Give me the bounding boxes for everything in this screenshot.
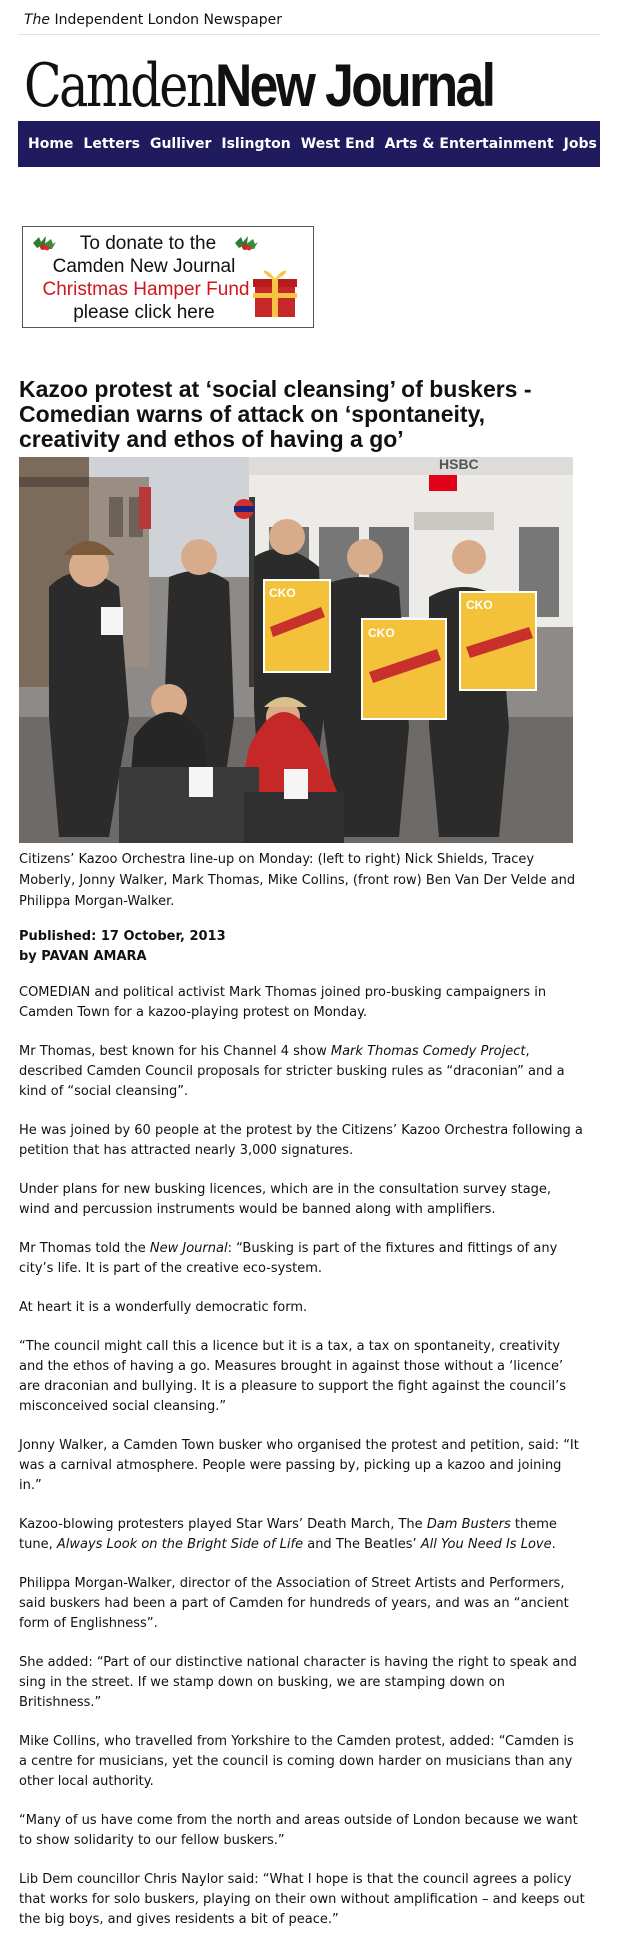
protest-sign [264, 580, 330, 672]
protest-sign [460, 592, 536, 690]
paragraph-text: Lib Dem councillor Chris Naylor said: “What I hope is that the council agrees a policy that works for solo buskers, playing on their own without amplification – and keeps out the big boys, and gives residents a bit of peace.” [19, 1872, 585, 1927]
paragraph-text: , described Camden Council proposals for stricter busking rules as “draconian” and a kind of “social cleansing”. [19, 1044, 565, 1099]
article-photo[interactable] [19, 457, 573, 843]
paragraph-text: She added: “Part of our distinctive national character is having the right to speak and sing in the street. If we stamp down on busking, we are stamping down on Britishness.” [19, 1655, 577, 1710]
donate-line-4: please click here [73, 302, 215, 323]
masthead-logo[interactable] [24, 40, 539, 121]
paragraph-text: “The council might call this a licence but it is a tax, a tax on spontaneity, creativity and the ethos of having a go. Measures brought in against those without a ‘licence’ are draconian and bullying. It is a pleasure to support the fight against the council’s misconceived social cleansing.” [19, 1339, 567, 1414]
nav-item-islington[interactable]: Islington [221, 136, 291, 152]
article-paragraph [19, 1180, 585, 1220]
article-paragraph [19, 1811, 585, 1851]
paragraph-text: He was joined by 60 people at the protest by the Citizens’ Kazoo Orchestra following a petition that has attracted nearly 3,000 signatures. [19, 1123, 583, 1158]
paragraph-text: Under plans for new busking licences, which are in the consultation survey stage, wind and percussion instruments would be banned along with amplifiers. [19, 1182, 552, 1217]
protest-sign [362, 619, 446, 719]
paragraph-text: Mike Collins, who travelled from Yorkshire to the Camden protest, added: “Camden is a centre for musicians, yet the council is coming down harder on musicians than any other local authority. [19, 1734, 574, 1789]
donate-line-3: Christmas Hamper Fund [42, 279, 250, 300]
paragraph-text: Kazoo-blowing protesters played Star Wars’ Death March, The [19, 1517, 427, 1532]
protest-photo [19, 457, 573, 843]
tagline-the: The [24, 12, 51, 28]
sign-label: CKO [368, 626, 395, 640]
article-paragraph [19, 1515, 585, 1555]
paragraph-text: : “Busking is part of the fixtures and fittings of any city’s life. It is part of the creative eco-system. [19, 1241, 558, 1276]
article-paragraph [19, 1121, 585, 1161]
nav-item-west-end[interactable]: West End [300, 136, 375, 152]
article-headline: Kazoo protest at ‘social cleansing’ of buskers - Comedian warns of attack on ‘spontaneity, creativity and ethos of having a go’ [19, 376, 532, 452]
nav-item-jobs[interactable]: Jobs [563, 136, 597, 152]
italic-title: Mark Thomas Comedy Project [330, 1044, 526, 1059]
nav-item-arts-entertainment[interactable]: Arts & Entertainment [384, 136, 554, 152]
paragraph-text: theme tune, [19, 1517, 557, 1552]
masthead-new-journal: New Journal [215, 52, 494, 119]
paragraph-text: Jonny Walker, a Camden Town busker who organised the protest and petition, said: “It was a carnival atmosphere. People were passing by, picking up a kazoo and joining in.” [19, 1438, 579, 1493]
author-name: by PAVAN AMARA [19, 949, 147, 964]
article-paragraph [19, 983, 585, 1023]
article-byline [19, 927, 226, 967]
article-paragraph [19, 1337, 585, 1417]
donate-line-2: Camden New Journal [52, 256, 236, 277]
masthead-camden: Camden [24, 51, 216, 121]
photo-caption: Citizens’ Kazoo Orchestra line-up on Monday: (left to right) Nick Shields, Tracey Moberly, Jonny Walker, Mark Thomas, Mike Collins, (front row) Ben Van Der Velde and Philippa Morgan-Walker. [19, 852, 576, 909]
article-paragraph [19, 1042, 585, 1102]
nav-item-com[interactable]: Com [606, 136, 641, 152]
nav-item-gulliver[interactable]: Gulliver [149, 136, 212, 152]
paragraph-text: “Many of us have come from the north and areas outside of London because we want to show solidarity to our fellow buskers.” [19, 1813, 578, 1848]
article-paragraph [19, 1870, 585, 1930]
article-paragraph [19, 1436, 585, 1496]
italic-title: New Journal [149, 1241, 228, 1256]
italic-title: All You Need Is Love [420, 1537, 552, 1552]
gift-box-icon [251, 263, 299, 319]
nav-item-home[interactable]: Home [28, 136, 74, 152]
donate-line-1: To donate to the [79, 233, 217, 254]
published-date: Published: 17 October, 2013 [19, 929, 226, 944]
tagline-divider [18, 34, 600, 35]
sign-label: CKO [269, 586, 296, 600]
article-paragraph [19, 1239, 585, 1279]
article-paragraph [19, 1574, 585, 1634]
italic-title: Dam Busters [426, 1517, 511, 1532]
paragraph-text: COMEDIAN and political activist Mark Thomas joined pro-busking campaigners in Camden Town for a kazoo-playing protest on Monday. [19, 985, 547, 1020]
paragraph-text: and The Beatles’ [303, 1537, 421, 1552]
donate-banner[interactable] [22, 226, 314, 328]
nav-item-letters[interactable]: Letters [83, 136, 140, 152]
article-body [19, 983, 585, 1949]
tagline-text: Independent London Newspaper [50, 12, 283, 28]
tagline [24, 12, 282, 28]
article-paragraph [19, 1298, 585, 1318]
article-paragraph [19, 1653, 585, 1713]
article-paragraph [19, 1732, 585, 1792]
paragraph-text: At heart it is a wonderfully democratic form. [19, 1300, 308, 1315]
italic-title: Always Look on the Bright Side of Life [56, 1537, 304, 1552]
paragraph-text: Mr Thomas told the [19, 1241, 150, 1256]
paragraph-text: Mr Thomas, best known for his Channel 4 show [19, 1044, 331, 1059]
main-navigation [18, 121, 641, 167]
sign-label: CKO [466, 598, 493, 612]
paragraph-text: Philippa Morgan-Walker, director of the Association of Street Artists and Performers, said buskers had been a part of Camden for hundreds of years, and was an “ancient form of Englishness”. [19, 1576, 569, 1631]
bank-sign: HSBC [439, 456, 479, 472]
paragraph-text: . [551, 1537, 556, 1552]
